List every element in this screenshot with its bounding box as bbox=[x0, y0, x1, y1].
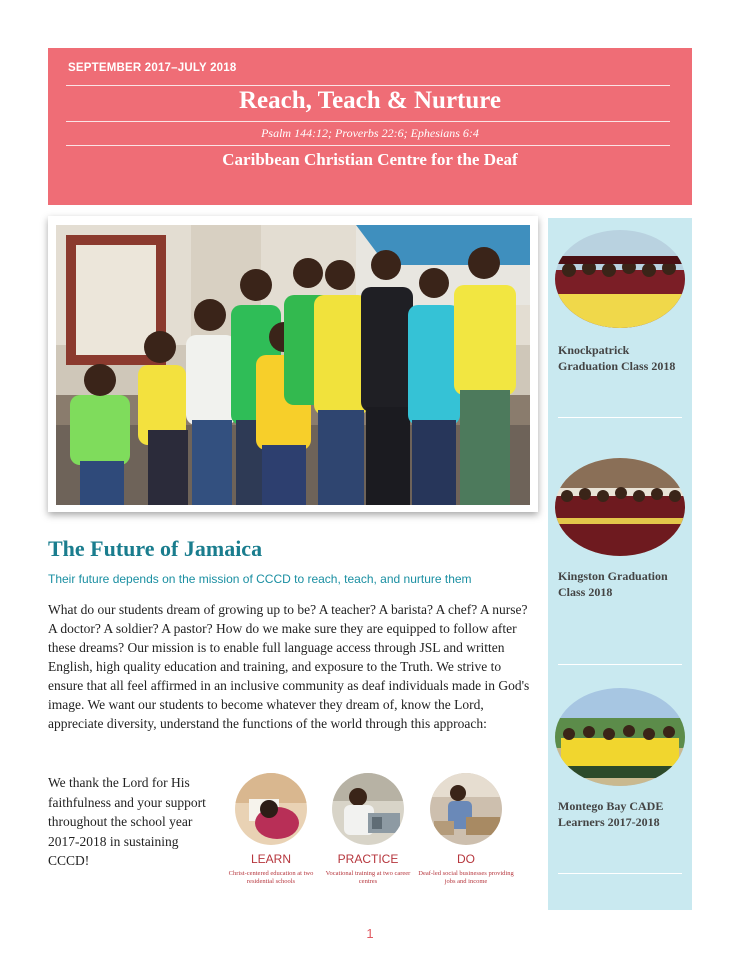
do-photo-image bbox=[430, 773, 502, 845]
sidebar-rule-1 bbox=[558, 417, 682, 418]
banner-rule-top bbox=[66, 85, 670, 86]
date-range: SEPTEMBER 2017–JULY 2018 bbox=[68, 62, 237, 74]
practice-photo-image bbox=[332, 773, 404, 845]
scripture-verses: Psalm 144:12; Proverbs 22:6; Ephesians 6:4 bbox=[261, 126, 479, 140]
sidebar-rule-3 bbox=[558, 873, 682, 874]
article-subheading: Their future depends on the mission of CCCD to reach, teach, and nurture them bbox=[48, 572, 472, 586]
kingston-caption: Kingston Graduation Class 2018 bbox=[558, 569, 668, 599]
knockpatrick-caption: Knockpatrick Graduation Class 2018 bbox=[558, 343, 676, 373]
practice-caption: Vocational training at two career centres bbox=[325, 870, 411, 885]
main-photo-students bbox=[56, 225, 530, 505]
banner-rule-middle bbox=[66, 121, 670, 122]
kingston-photo bbox=[555, 458, 685, 556]
montego-bay-photo bbox=[555, 688, 685, 786]
article-heading: The Future of Jamaica bbox=[48, 536, 263, 561]
montego-bay-photo-image bbox=[555, 688, 685, 786]
montego-bay-caption: Montego Bay CADE Learners 2017-2018 bbox=[558, 799, 664, 829]
kingston-photo-image bbox=[555, 458, 685, 556]
knockpatrick-photo-image bbox=[555, 230, 685, 328]
sidebar bbox=[548, 218, 692, 910]
page-number: 1 bbox=[366, 926, 374, 941]
learn-photo bbox=[235, 773, 307, 845]
practice-label: PRACTICE bbox=[337, 852, 399, 866]
organization-name: Caribbean Christian Centre for the Deaf bbox=[222, 150, 518, 169]
header-banner bbox=[48, 48, 692, 205]
do-photo bbox=[430, 773, 502, 845]
do-caption: Deaf-led social businesses providing jobs and income bbox=[418, 870, 514, 885]
thanks-message: We thank the Lord for His faithfulness and your support throughout the school year 2017-2018 in sustaining CCCD! bbox=[48, 775, 206, 868]
article-body: What do our students dream of growing up to be? A teacher? A barista? A chef? A nurse? A doctor? A soldier? A pastor? How do we make sure they are equipped to follow after these dreams? Our mission is to enable full language access through JSL and written English, high quality education and training, and exposure to the Truth. We strive to ensure that all feel affirmed in an inclusive community as deaf individuals made in God's image. We want our students to become whatever they dream of, know the Lord, appreciate diversity, understand the functions of the world through this approach: bbox=[48, 602, 530, 731]
learn-label: LEARN bbox=[250, 852, 291, 866]
learn-caption: Christ-centered education at two residential schools bbox=[228, 870, 314, 885]
banner-rule-bottom bbox=[66, 145, 670, 146]
main-photo-frame bbox=[48, 216, 538, 512]
learn-photo-image bbox=[235, 773, 307, 845]
knockpatrick-photo bbox=[555, 230, 685, 328]
do-label: DO bbox=[457, 852, 475, 866]
sidebar-rule-2 bbox=[558, 664, 682, 665]
newsletter-title: Reach, Teach & Nurture bbox=[238, 87, 502, 114]
practice-photo bbox=[332, 773, 404, 845]
